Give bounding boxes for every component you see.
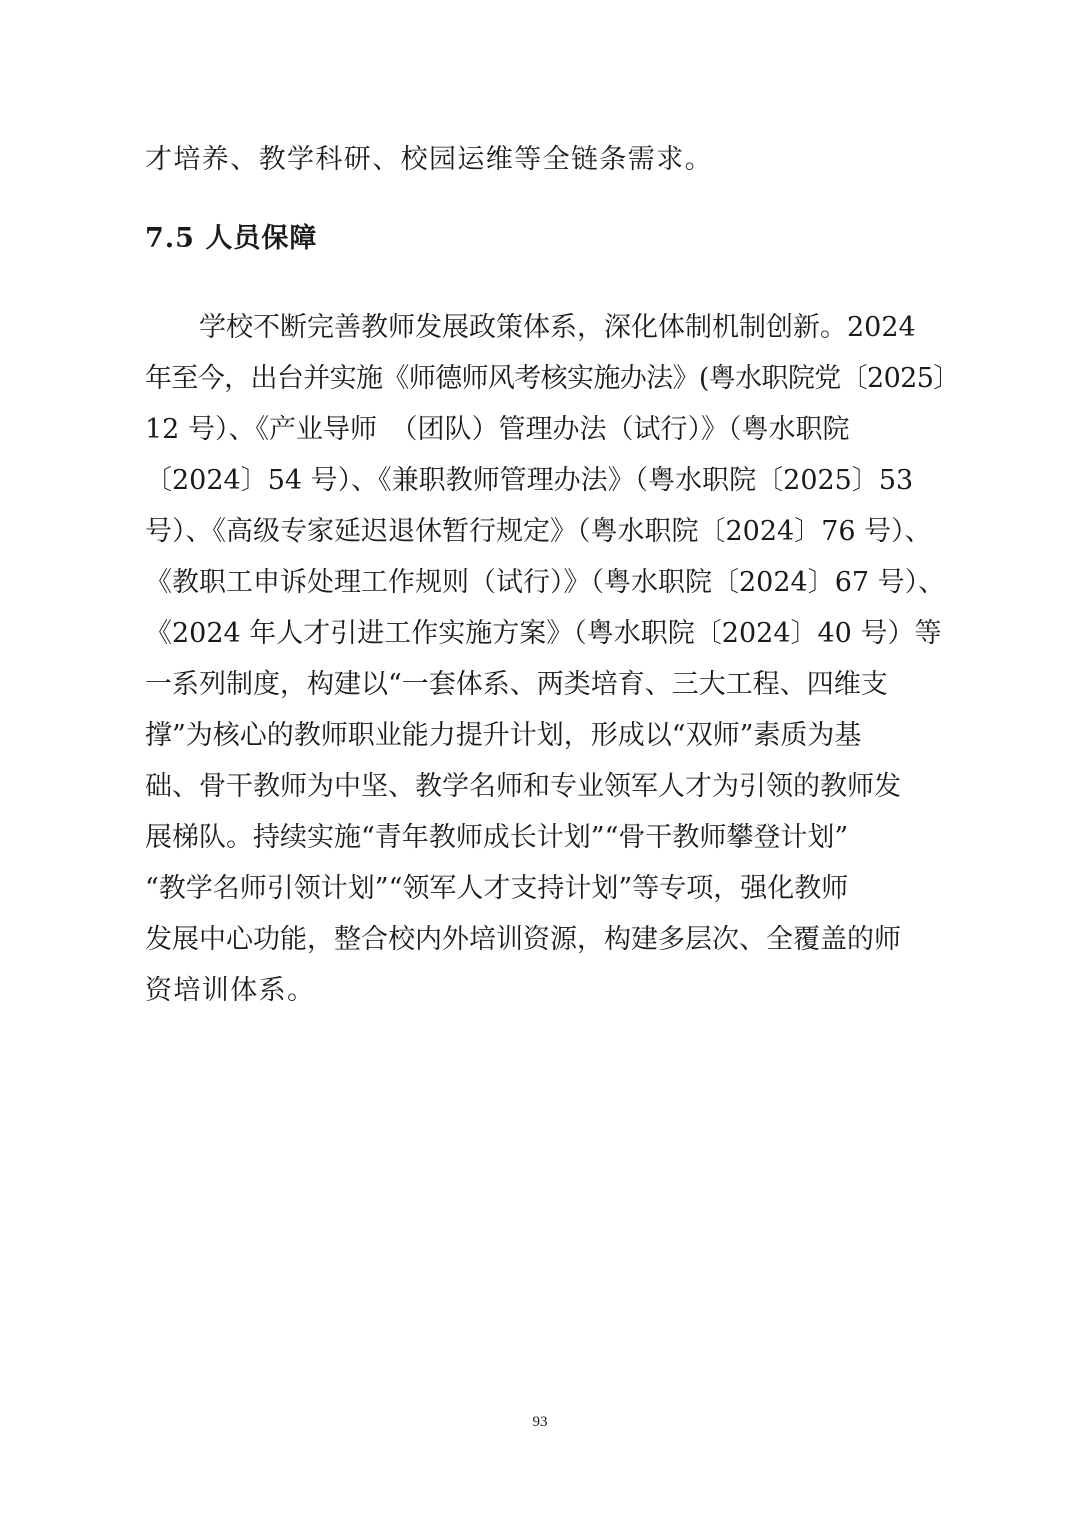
- paragraph-line: 发展中心功能，整合校内外培训资源，构建多层次、全覆盖的师: [145, 924, 901, 955]
- paragraph-line: 《2024 年人才引进工作实施方案》（粤水职院〔2024〕40 号）等: [145, 618, 942, 649]
- page-number: 93: [532, 1414, 548, 1430]
- paragraph-line: 础、骨干教师为中坚、教学名师和专业领军人才为引领的教师发: [145, 771, 901, 802]
- paragraph-line: 年至今，出台并实施《师德师风考核实施办法》(粤水职院党〔2025〕: [145, 363, 960, 394]
- continuation-line: 才培养、教学科研、校园运维等全链条需求。: [145, 144, 713, 175]
- paragraph-line: 一系列制度，构建以“一套体系、两类培育、三大工程、四维支: [145, 669, 888, 700]
- paragraph-line: 12 号）、《产业导师 （团队）管理办法（试行）》（粤水职院: [145, 414, 850, 445]
- paragraph-line: 资培训体系。: [145, 975, 316, 1006]
- paragraph-line: 《教职工申诉处理工作规则（试行）》（粤水职院〔2024〕67 号）、: [145, 567, 946, 598]
- paragraph-line: “教学名师引领计划”“领军人才支持计划”等专项，强化教师: [145, 873, 849, 904]
- paragraph-line: 展梯队。持续实施“青年教师成长计划”“骨干教师攀登计划”: [145, 822, 849, 853]
- paragraph-line: 〔2024〕54 号）、《兼职教师管理办法》（粤水职院〔2025〕53: [145, 465, 914, 496]
- paragraph-line: 撑”为核心的教师职业能力提升计划，形成以“双师”素质为基: [145, 720, 862, 751]
- paragraph-line: 号）、《高级专家延迟退休暂行规定》（粤水职院〔2024〕76 号）、: [145, 516, 932, 547]
- section-heading: 7.5 人员保障: [145, 223, 318, 254]
- paragraph-line: 学校不断完善教师发展政策体系，深化体制机制创新。2024: [145, 312, 916, 343]
